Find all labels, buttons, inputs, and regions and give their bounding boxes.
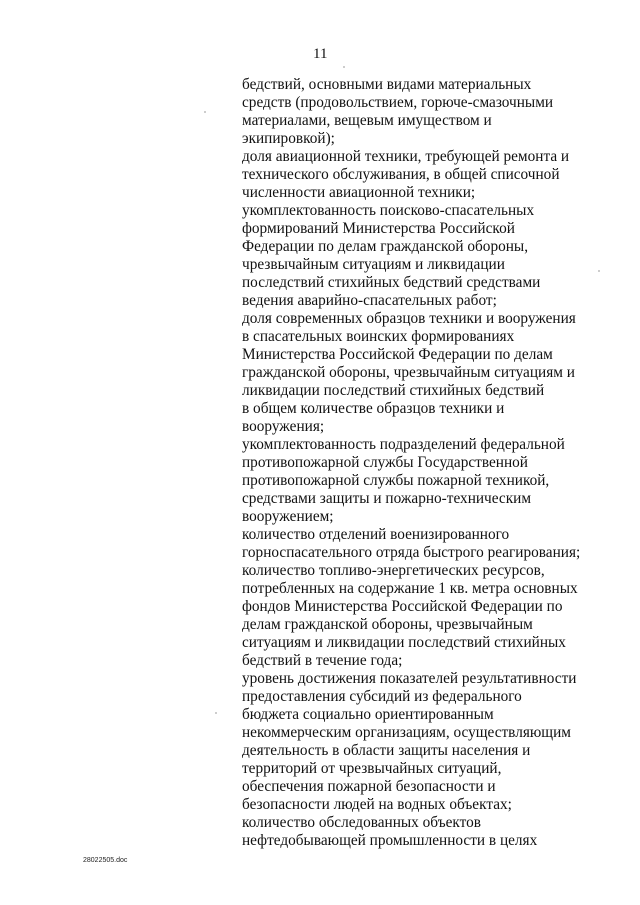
footer-file-code: 28022505.doc bbox=[83, 857, 128, 864]
text-line: укомплектованность поисково-спасательных bbox=[242, 202, 535, 219]
text-line: бедствий, основными видами материальных bbox=[242, 76, 532, 93]
text-line: средствами защиты и пожарно-техническим bbox=[242, 490, 532, 507]
text-line: вооружением; bbox=[242, 508, 334, 525]
text-line: предоставления субсидий из федерального bbox=[242, 688, 522, 705]
text-line: безопасности людей на водных объектах; bbox=[242, 796, 512, 813]
text-line: количество отделений военизированного bbox=[242, 526, 510, 543]
text-line: укомплектованность подразделений федеральной bbox=[242, 436, 565, 453]
text-line: в спасательных воинских формированиях bbox=[242, 328, 515, 345]
text-line: территорий от чрезвычайных ситуаций, bbox=[242, 760, 502, 777]
text-line: экипировкой); bbox=[242, 130, 335, 147]
text-line: доля современных образцов техники и вооружения bbox=[242, 310, 576, 327]
scan-speck bbox=[215, 712, 217, 714]
text-line: потребленных на содержание 1 кв. метра основных bbox=[242, 580, 578, 597]
text-line: в общем количестве образцов техники и bbox=[242, 400, 505, 417]
text-line: деятельность в области защиты населения и bbox=[242, 742, 531, 759]
text-line: бюджета социально ориентированным bbox=[242, 706, 494, 723]
text-line: последствий стихийных бедствий средствами bbox=[242, 274, 541, 291]
text-line: обеспечения пожарной безопасности и bbox=[242, 778, 496, 795]
text-line: противопожарной службы Государственной bbox=[242, 454, 528, 471]
text-line: нефтедобывающей промышленности в целях bbox=[242, 832, 538, 849]
text-line: бедствий в течение года; bbox=[242, 652, 403, 669]
text-line: гражданской обороны, чрезвычайным ситуациям и bbox=[242, 364, 575, 381]
text-line: средств (продовольствием, горюче-смазочными bbox=[242, 94, 554, 111]
text-line: некоммерческим организациям, осуществляющим bbox=[242, 724, 571, 741]
text-line: технического обслуживания, в общей списочной bbox=[242, 166, 560, 183]
text-line: горноспасательного отряда быстрого реагирования; bbox=[242, 544, 581, 561]
text-line: ликвидации последствий стихийных бедствий bbox=[242, 382, 545, 399]
text-line: доля авиационной техники, требующей ремонта и bbox=[242, 148, 570, 165]
text-line: ситуациям и ликвидации последствий стихийных bbox=[242, 634, 566, 651]
text-line: ведения аварийно-спасательных работ; bbox=[242, 292, 497, 309]
page-number: 11 bbox=[313, 46, 328, 62]
text-line: уровень достижения показателей результативности bbox=[242, 670, 577, 687]
scan-speck bbox=[204, 111, 206, 113]
text-line: противопожарной службы пожарной техникой, bbox=[242, 472, 550, 489]
text-line: фондов Министерства Российской Федерации по bbox=[242, 598, 563, 615]
text-line: формирований Министерства Российской bbox=[242, 220, 515, 237]
text-line: делам гражданской обороны, чрезвычайным bbox=[242, 616, 533, 633]
text-line: численности авиационной техники; bbox=[242, 184, 476, 201]
scan-speck bbox=[343, 66, 345, 68]
body-text bbox=[242, 76, 582, 850]
text-line: количество обследованных объектов bbox=[242, 814, 481, 831]
text-line: количество топливо-энергетических ресурсов, bbox=[242, 562, 545, 579]
text-line: Министерства Российской Федерации по делам bbox=[242, 346, 553, 363]
text-line: чрезвычайным ситуациям и ликвидации bbox=[242, 256, 505, 273]
scan-speck bbox=[598, 270, 600, 272]
text-line: вооружения; bbox=[242, 418, 325, 435]
text-line: материалами, вещевым имуществом и bbox=[242, 112, 492, 129]
text-line: Федерации по делам гражданской обороны, bbox=[242, 238, 529, 255]
